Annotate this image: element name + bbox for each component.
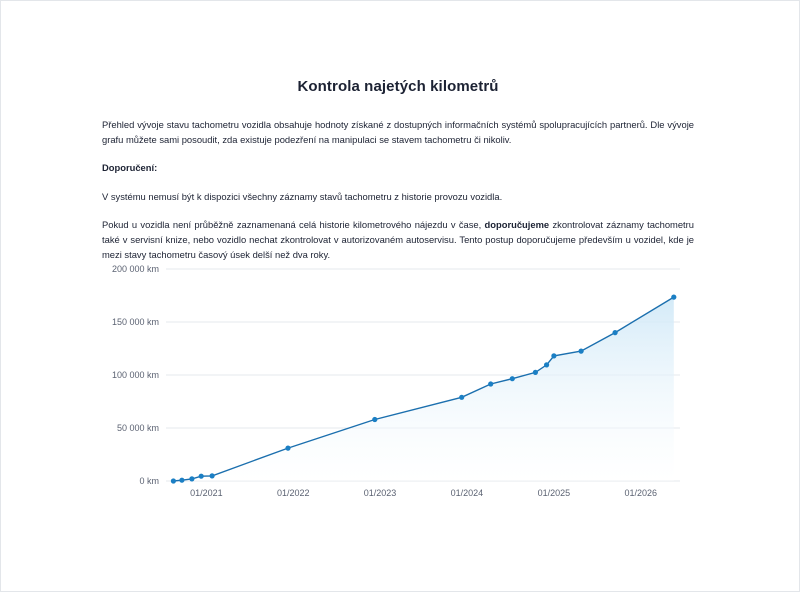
data-point[interactable] [459, 395, 464, 400]
data-point[interactable] [613, 330, 618, 335]
y-tick-label: 100 000 km [111, 370, 159, 380]
x-axis-labels [190, 488, 657, 498]
page-title: Kontrola najetých kilometrů [297, 78, 499, 95]
data-point[interactable] [488, 381, 493, 386]
advice-text-start: Pokud u vozidla není průběžně zaznamenaná celá historie kilometrového nájezdu v čase, [102, 218, 485, 230]
intro-text: Přehled vývoje stavu tachometru vozidla obsahuje hodnoty získané z dostupných informačních systémů spolupracujících partnerů. Dle vývoje grafu můžete sami posoudit, zda existuje podezření na manipulaci se stavem tachometru či nikoliv. [102, 119, 694, 146]
x-tick-label: 01/2022 [276, 488, 310, 498]
advice-text-end: zkontrolovat záznamy tachometru také v servisní knize, nebo vozidlo nechat zkontrolovat v autorizovaném autoservisu. Tento postup doporučujeme především u vozidel, kde je mezi stavy tachometru časový úsek delší než dva roky. [102, 218, 695, 261]
x-tick-label: 01/2026 [624, 488, 658, 498]
data-point[interactable] [171, 478, 176, 483]
data-point[interactable] [372, 417, 377, 422]
advice-text-emphasis: doporučujeme [484, 218, 550, 230]
data-point[interactable] [671, 295, 676, 300]
y-tick-label: 50 000 km [116, 423, 159, 433]
recommendation-title: Doporučení: [102, 162, 158, 174]
x-tick-label: 01/2023 [363, 488, 397, 498]
y-axis-labels [112, 264, 159, 486]
data-point[interactable] [551, 353, 556, 358]
odometer-chart [102, 254, 694, 511]
x-tick-label: 01/2021 [190, 488, 223, 498]
mileage-check-section [102, 78, 694, 262]
y-tick-label: 200 000 km [111, 264, 159, 274]
data-point[interactable] [179, 478, 184, 483]
availability-note: V systému nemusí být k dispozici všechny záznamy stavů tachometru z historie provozu vozidla. [102, 190, 503, 202]
data-point[interactable] [579, 349, 584, 354]
data-point[interactable] [510, 376, 515, 381]
y-tick-label: 150 000 km [111, 317, 159, 327]
x-tick-label: 01/2025 [537, 488, 571, 498]
data-point[interactable] [199, 474, 204, 479]
data-point[interactable] [285, 446, 290, 451]
data-point[interactable] [544, 362, 549, 367]
x-tick-label: 01/2024 [450, 488, 484, 498]
y-tick-label: 0 km [139, 476, 159, 486]
data-point[interactable] [189, 476, 194, 481]
data-point[interactable] [210, 473, 215, 478]
mileage-area [173, 297, 673, 481]
data-point[interactable] [533, 370, 538, 375]
